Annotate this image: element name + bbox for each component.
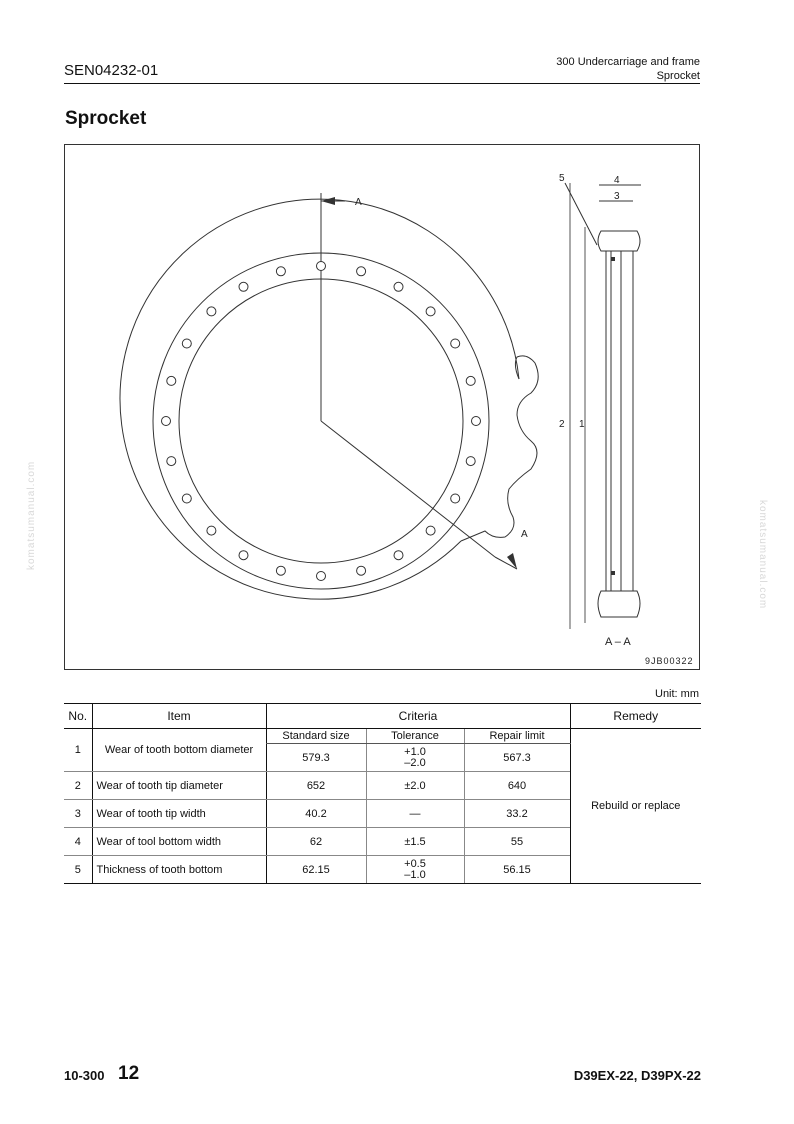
sub-standard: Standard size xyxy=(266,729,366,744)
bolt-hole xyxy=(451,494,460,503)
callout-5: 5 xyxy=(559,173,565,184)
footer-page-number: 12 xyxy=(118,1063,140,1084)
row-standard: 652 xyxy=(266,772,366,800)
sub-tolerance: Tolerance xyxy=(366,729,464,744)
row-item: Thickness of tooth bottom xyxy=(92,856,266,884)
row-standard: 579.3 xyxy=(266,744,366,772)
row-item: Wear of tooth bottom diameter xyxy=(92,729,266,772)
bolt-hole xyxy=(239,282,248,291)
bolt-hole xyxy=(317,572,326,581)
bolt-hole xyxy=(207,526,216,535)
bolt-hole xyxy=(466,457,475,466)
callout-3: 3 xyxy=(614,191,620,202)
row-item: Wear of tooth tip diameter xyxy=(92,772,266,800)
bolt-hole xyxy=(394,282,403,291)
bolt-hole xyxy=(451,339,460,348)
row-item: Wear of tool bottom width xyxy=(92,828,266,856)
sub-repair: Repair limit xyxy=(464,729,570,744)
watermark-left: komatsumanual.com xyxy=(26,460,37,570)
row-tolerance: ±2.0 xyxy=(366,772,464,800)
col-item: Item xyxy=(92,704,266,729)
row-no: 2 xyxy=(64,772,92,800)
bolt-hole xyxy=(182,339,191,348)
footer-model: D39EX-22, D39PX-22 xyxy=(573,1068,701,1083)
header-rule xyxy=(64,83,700,84)
bolt-hole xyxy=(182,494,191,503)
section-name: 300 Undercarriage and frame xyxy=(556,56,700,68)
page-title: Sprocket xyxy=(65,108,147,129)
table-header-row xyxy=(64,704,701,729)
sprocket-drawing xyxy=(65,145,701,671)
row-standard: 62 xyxy=(266,828,366,856)
row-standard: 62.15 xyxy=(266,856,366,884)
bolt-hole xyxy=(167,376,176,385)
document-code: SEN04232-01 xyxy=(64,62,159,79)
row-repair: 567.3 xyxy=(464,744,570,772)
remedy-cell: Rebuild or replace xyxy=(570,729,701,884)
bolt-hole xyxy=(276,566,285,575)
row-no: 5 xyxy=(64,856,92,884)
table-subheader-row xyxy=(64,729,701,744)
row-tolerance: +0.5 –1.0 xyxy=(366,856,464,884)
bolt-hole xyxy=(426,307,435,316)
bolt-hole xyxy=(167,457,176,466)
row-tolerance: +1.0 –2.0 xyxy=(366,744,464,772)
centerline-diagonal xyxy=(321,421,495,557)
row-item: Wear of tooth tip width xyxy=(92,800,266,828)
sprocket-outer-rim xyxy=(120,199,519,599)
bolt-hole xyxy=(472,417,481,426)
callout-2: 2 xyxy=(559,419,565,430)
footer-page-code: 10-300 xyxy=(64,1068,105,1083)
bolt-hole xyxy=(162,417,171,426)
callout-4: 4 xyxy=(614,175,620,186)
unit-label: Unit: mm xyxy=(655,688,699,700)
col-remedy: Remedy xyxy=(570,704,701,729)
section-mark-bottom: A xyxy=(521,529,528,540)
spec-table xyxy=(64,703,701,884)
row-tolerance: ±1.5 xyxy=(366,828,464,856)
topic-name: Sprocket xyxy=(656,70,700,82)
callout-1: 1 xyxy=(579,419,585,430)
bolt-hole xyxy=(207,307,216,316)
watermark-right: komatsumanual.com xyxy=(757,500,768,610)
bolt-hole xyxy=(357,566,366,575)
row-tolerance: — xyxy=(366,800,464,828)
section-mark-top: A xyxy=(355,197,362,208)
bolt-hole xyxy=(317,262,326,271)
row-no: 4 xyxy=(64,828,92,856)
figure-code: 9JB00322 xyxy=(645,656,694,666)
row-no: 3 xyxy=(64,800,92,828)
bolt-hole xyxy=(466,376,475,385)
bolt-hole xyxy=(394,551,403,560)
bolt-hole xyxy=(357,267,366,276)
section-heading xyxy=(556,55,700,83)
row-repair: 640 xyxy=(464,772,570,800)
col-no: No. xyxy=(64,704,92,729)
bolt-hole xyxy=(239,551,248,560)
row-repair: 33.2 xyxy=(464,800,570,828)
section-caption: A – A xyxy=(605,636,631,648)
bolt-hole xyxy=(426,526,435,535)
col-criteria: Criteria xyxy=(266,704,570,729)
sprocket-figure xyxy=(64,144,700,670)
bolt-hole xyxy=(276,267,285,276)
section-view xyxy=(565,183,641,629)
row-standard: 40.2 xyxy=(266,800,366,828)
row-repair: 55 xyxy=(464,828,570,856)
row-no: 1 xyxy=(64,729,92,772)
row-repair: 56.15 xyxy=(464,856,570,884)
